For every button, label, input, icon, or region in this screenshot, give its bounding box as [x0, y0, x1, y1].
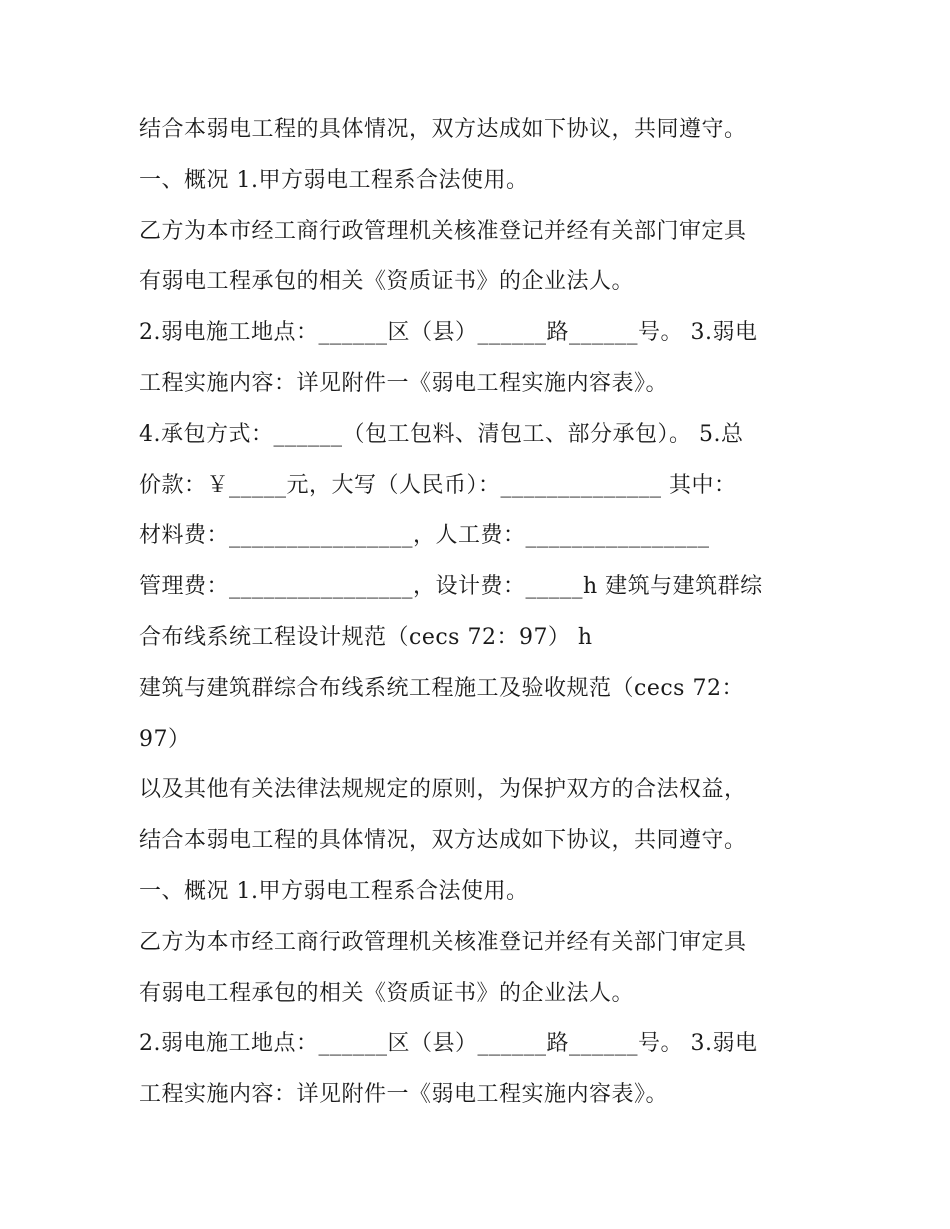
text-line: 一、概况 1.甲方弱电工程系合法使用。 [139, 167, 529, 193]
text-line: 合布线系统工程设计规范（cecs 72：97） h [139, 624, 593, 650]
text-line: 有弱电工程承包的相关《资质证书》的企业法人。 [139, 980, 635, 1006]
text-line: 乙方为本市经工商行政管理机关核准登记并经有关部门审定具 [139, 218, 747, 244]
text-line: 材料费：________________，人工费：________________ [139, 523, 710, 549]
text-line: 工程实施内容：详见附件一《弱电工程实施内容表》。 [139, 370, 669, 396]
text-line: 结合本弱电工程的具体情况，双方达成如下协议，共同遵守。 [139, 828, 747, 854]
text-line: 工程实施内容：详见附件一《弱电工程实施内容表》。 [139, 1082, 669, 1108]
document-body [139, 105, 819, 1121]
text-line: 有弱电工程承包的相关《资质证书》的企业法人。 [139, 269, 635, 295]
text-line: 4.承包方式：______（包工包料、清包工、部分承包）。 5.总 [139, 421, 744, 447]
text-line: 结合本弱电工程的具体情况，双方达成如下协议，共同遵守。 [139, 117, 747, 142]
text-line: 一、概况 1.甲方弱电工程系合法使用。 [139, 878, 529, 904]
text-line: 97） [139, 726, 191, 752]
text-line: 乙方为本市经工商行政管理机关核准登记并经有关部门审定具 [139, 929, 747, 955]
text-line: 以及其他有关法律法规规定的原则，为保护双方的合法权益， [139, 777, 747, 803]
text-line: 建筑与建筑群综合布线系统工程施工及验收规范（cecs 72： [139, 675, 744, 701]
text-line: 2.弱电施工地点：______区（县）______路______号。 3.弱电 [139, 1031, 758, 1057]
text-line: 2.弱电施工地点：______区（县）______路______号。 3.弱电 [139, 320, 758, 346]
text-line: 管理费：________________，设计费：_____h 建筑与建筑群综 [139, 574, 763, 600]
text-line: 价款：￥_____元，大写（人民币）：______________ 其中： [139, 472, 737, 498]
